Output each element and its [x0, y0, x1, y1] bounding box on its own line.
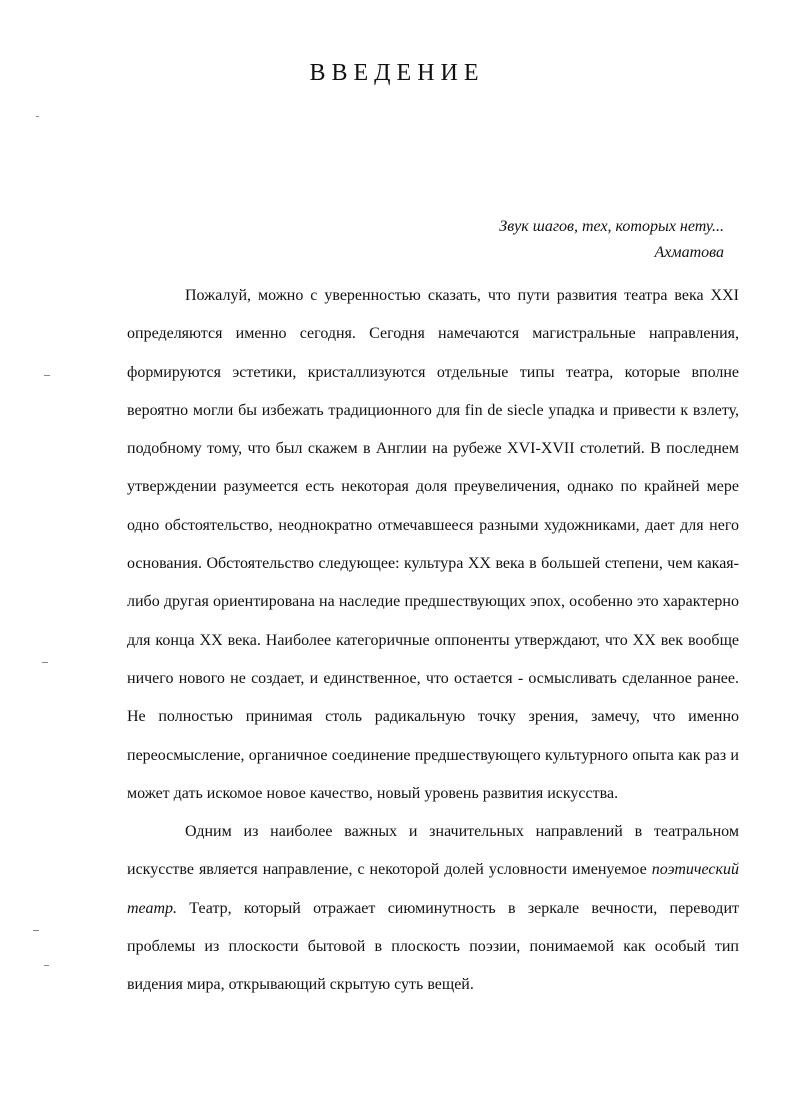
epigraph — [404, 214, 724, 266]
scan-mark — [44, 375, 50, 376]
scan-mark — [33, 930, 39, 931]
paragraph — [127, 813, 739, 1004]
paragraph: Пожалуй, можно с уверенностью сказать, что пути развития театра века XXI определяются именно сегодня. Сегодня намечаются магистральные направления, формируются эстетики, кристаллизуются отдельные типы театра, которые вполне вероятно могли бы избежать традиционного для fin de siecle упадка и привести к взлету, подобному тому, что был скажем в Англии на рубеже XVI-XVII столетий. В последнем утверждении разумеется есть некоторая доля преувеличения, однако по крайней мере одно обстоятельство, неоднократно отмечавшееся разными художниками, дает для него основания. Обстоятельство следующее: культура XX века в большей степени, чем какая-либо другая ориентирована на наследие предшествующих эпох, особенно это характерно для конца XX века. Наиболее категоричные оппоненты утверждают, что XX век вообще ничего нового не создает, и единственное, что остается - осмысливать сделанное ранее. Не полностью принимая столь радикальную точку зрения, замечу, что именно переосмысление, органичное соединение предшествующего культурного опыта как раз и может дать искомое новое качество, новый уровень развития искусства. — [127, 287, 739, 802]
scan-mark — [42, 662, 48, 663]
paragraph-text: Театр, который отражает сиюминутность в зеркале вечности, переводит проблемы из плоскости бытовой в плоскость поэзии, понимаемой как особый тип видения мира, открывающий скрытую суть вещей. — [127, 899, 739, 994]
page-title: ВВЕДЕНИЕ — [309, 60, 485, 86]
italic-term: поэтический театр. — [127, 861, 739, 917]
epigraph-line: Звук шагов, тех, которых нету... — [499, 218, 724, 235]
scan-mark — [44, 965, 49, 966]
scan-mark — [36, 116, 39, 117]
body-text — [127, 277, 739, 1005]
paragraph-text: Одним из наиболее важных и значительных направлений в театральном искусстве является направление, с некоторой долей условности именуемое — [127, 823, 739, 879]
epigraph-author: Ахматова — [654, 244, 724, 261]
